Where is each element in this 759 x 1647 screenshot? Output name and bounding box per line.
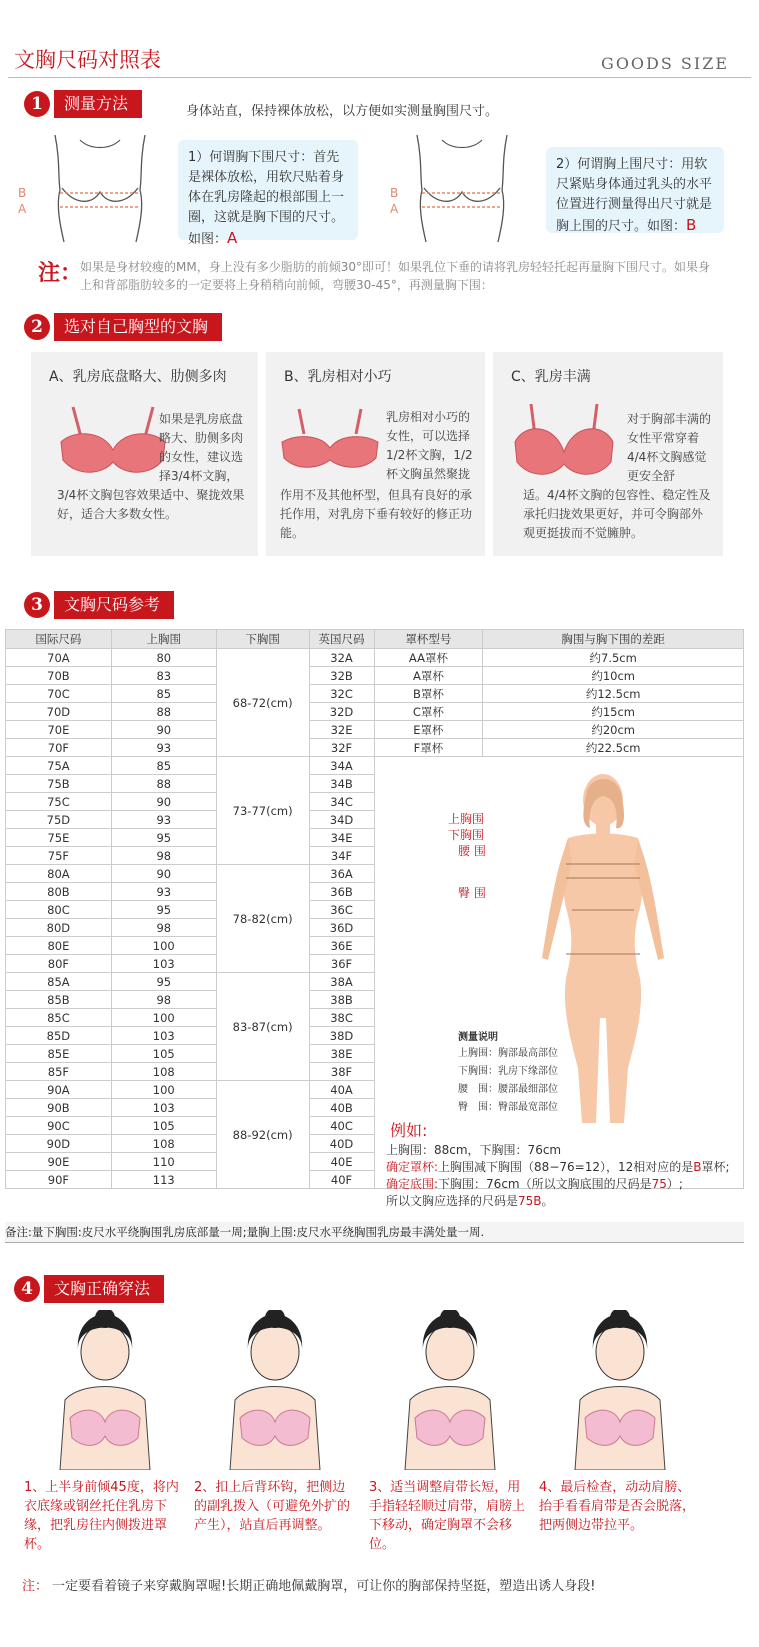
uk-size-cell: 36A [309,865,374,883]
wear-illustration [20,1310,190,1470]
example-body: 上胸围：88cm，下胸围：76cm [386,1143,562,1157]
uk-size-cell: 38F [309,1063,374,1081]
example-line [386,1176,738,1193]
table-row [6,721,744,739]
intl-size-cell: 90A [6,1081,112,1099]
bra-card-c [493,352,723,556]
over-bust-cell: 108 [111,1063,216,1081]
uk-size-cell: 36C [309,901,374,919]
section-label: 选对自己胸型的文胸 [54,313,222,341]
over-bust-cell: 95 [111,973,216,991]
wear-step-caption: 1、上半身前倾45度，将内衣底缘或钢丝托住乳房下缘，把乳房往内侧拨进罩杯。 [24,1480,179,1552]
section-number: 1 [24,91,50,117]
example-body: 所以文胸应选择的尺码是 [386,1194,519,1208]
over-bust-cell: 93 [111,739,216,757]
difference-cell: 约10cm [483,667,744,685]
measure-intro: 身体站直，保持裸体放松，以方便如实测量胸围尺寸。 [186,104,499,119]
card-bottom-text: 3/4杯文胸包容效果适中、聚拢效果好，适合大多数女性。 [57,488,245,521]
uk-size-cell: 38C [309,1009,374,1027]
uk-size-cell: 40E [309,1153,374,1171]
intl-size-cell: 90F [6,1171,112,1189]
uk-size-cell: 34A [309,757,374,775]
note-label-4: 注： [22,1579,49,1594]
uk-size-cell: 38D [309,1027,374,1045]
example-text [386,1142,738,1210]
over-bust-cell: 98 [111,847,216,865]
intl-size-cell: 75D [6,811,112,829]
bra-card-a [31,352,258,556]
measure-note: 如果是身材较瘦的MM，身上没有多少脂肪的前倾30°即可！如果乳位下垂的请将乳房轻轻托起再量胸下围尺寸。如果身上和背部脂肪较多的一定要将上身稍稍向前倾，弯腰30-45°，再测量胸下围： [80,260,710,292]
table-row [6,649,744,667]
card-title: B、乳房相对小巧 [284,369,392,385]
uk-size-cell: 38E [309,1045,374,1063]
uk-size-cell: 36F [309,955,374,973]
intl-size-cell: 85F [6,1063,112,1081]
fig-label-b-2: B [390,186,399,200]
section-4-heading [14,1274,164,1304]
section-label: 文胸正确穿法 [44,1275,164,1303]
over-bust-cell: 108 [111,1135,216,1153]
note-label-1: 注： [38,261,83,286]
difference-cell: 约15cm [483,703,744,721]
legend-item: 腰 围：腰部最细部位 [458,1084,558,1095]
bubble-under-bust [178,140,358,247]
intl-size-cell: 85B [6,991,112,1009]
example-tail: ）; [666,1177,683,1191]
difference-cell: 约22.5cm [483,739,744,757]
cup-type-cell: AA罩杯 [374,649,483,667]
over-bust-cell: 103 [111,955,216,973]
card-side-text: 乳房相对小巧的女性，可以选择1/2杯文胸，1/2杯文胸虽然聚拢 [386,410,473,481]
wear-illustration [535,1310,705,1470]
over-bust-cell: 90 [111,721,216,739]
uk-size-cell: 36E [309,937,374,955]
over-bust-cell: 88 [111,703,216,721]
under-bust-cell: 68-72(cm) [216,649,309,757]
uk-size-cell: 32B [309,667,374,685]
card-bottom-text: 适。4/4杯文胸的包容性、稳定性及承托归拢效果更好，并可令胸部外观更挺拔而不觉臃肿。 [523,488,711,540]
cup-type-cell: B罩杯 [374,685,483,703]
intl-size-cell: 75F [6,847,112,865]
intl-size-cell: 80E [6,937,112,955]
intl-size-cell: 70A [6,649,112,667]
bra-icon [53,402,173,482]
wear-step [190,1310,360,1540]
table-row [6,667,744,685]
intl-size-cell: 80C [6,901,112,919]
over-bust-cell: 103 [111,1027,216,1045]
fig-label-a: A [18,202,27,216]
over-bust-cell: 90 [111,793,216,811]
header-cup-type: 罩杯型号 [374,630,483,649]
over-bust-cell: 85 [111,757,216,775]
over-bust-cell: 95 [111,829,216,847]
under-bust-cell: 78-82(cm) [216,865,309,973]
over-bust-cell: 100 [111,1081,216,1099]
section-2-heading [24,312,222,342]
label-waist: 腰 围 [458,844,486,858]
uk-size-cell: 32E [309,721,374,739]
uk-size-cell: 38A [309,973,374,991]
over-bust-cell: 98 [111,919,216,937]
section-1-heading [24,89,142,119]
under-bust-cell: 83-87(cm) [216,973,309,1081]
intl-size-cell: 80A [6,865,112,883]
bra-card-b [266,352,485,556]
header-divider [8,77,751,78]
intl-size-cell: 90E [6,1153,112,1171]
wear-step-caption: 3、适当调整肩带长短，用手指轻轻顺过肩带，肩膀上下移动，确定胸罩不会移位。 [369,1480,526,1552]
card-side-text: 对于胸部丰满的女性平常穿着4/4杯文胸感觉更安全舒 [627,412,712,483]
over-bust-cell: 83 [111,667,216,685]
header-over-bust: 上胸围 [111,630,216,649]
card-title: A、乳房底盘略大、肋侧多肉 [49,369,227,385]
section-label: 文胸尺码参考 [54,591,174,619]
legend-title: 测量说明 [458,1032,498,1043]
wear-step-caption: 2、扣上后背环钩，把侧边的副乳拨入（可避免外扩的产生），站直后再调整。 [194,1480,351,1533]
over-bust-cell: 98 [111,991,216,1009]
example-line [386,1142,738,1159]
over-bust-cell: 113 [111,1171,216,1189]
cup-type-cell: C罩杯 [374,703,483,721]
wear-note: 一定要看着镜子来穿戴胸罩喔!长期正确地佩戴胸罩，可让你的胸部保持坚挺，塑造出诱人身段! [52,1579,596,1594]
legend-item: 下胸围：乳房下缘部位 [458,1066,558,1077]
bubble-under-bust-text: 1）何谓胸下围尺寸：首先是裸体放松，用软尺贴着身体在乳房隆起的根部围上一圈，这就是胸下围的尺寸。如图： [188,150,345,247]
bubble-over-bust [546,147,724,233]
over-bust-cell: 90 [111,865,216,883]
intl-size-cell: 70F [6,739,112,757]
page-subtitle: GOODS SIZE [601,54,729,73]
intl-size-cell: 90C [6,1117,112,1135]
example-tail: 罩杯; [701,1160,730,1174]
uk-size-cell: 34D [309,811,374,829]
intl-size-cell: 80D [6,919,112,937]
over-bust-cell: 110 [111,1153,216,1171]
intl-size-cell: 75C [6,793,112,811]
card-title: C、乳房丰满 [511,369,591,385]
example-body: 下胸围：76cm（所以文胸底围的尺码是 [438,1177,652,1191]
header-uk-size: 英国尺码 [309,630,374,649]
uk-size-cell: 32F [309,739,374,757]
label-hip: 臀 围 [458,886,486,900]
uk-size-cell: 32A [309,649,374,667]
over-bust-cell: 105 [111,1117,216,1135]
label-over-bust: 上胸围 [448,812,485,826]
intl-size-cell: 75A [6,757,112,775]
fig-label-a-2: A [390,202,399,216]
example-mark: 75 [651,1177,667,1191]
difference-cell: 约12.5cm [483,685,744,703]
uk-size-cell: 40B [309,1099,374,1117]
wear-illustration [365,1310,535,1470]
example-lead: 确定底围: [386,1177,439,1191]
intl-size-cell: 70D [6,703,112,721]
intl-size-cell: 85A [6,973,112,991]
over-bust-cell: 85 [111,685,216,703]
table-row [6,685,744,703]
wear-step [20,1310,190,1552]
torso-sketch-a [20,130,170,245]
intl-size-cell: 70E [6,721,112,739]
header-under-bust: 下胸围 [216,630,309,649]
wear-step [535,1310,705,1540]
over-bust-cell: 93 [111,883,216,901]
card-bottom-text: 作用不及其他杯型，但具有良好的承托作用，对乳房下垂有较好的修正功能。 [280,488,473,540]
page-title: 文胸尺码对照表 [14,48,161,72]
section-3-heading [24,590,174,620]
uk-size-cell: 36D [309,919,374,937]
wear-steps [0,1310,759,1552]
fig-label-b: B [18,186,27,200]
over-bust-cell: 93 [111,811,216,829]
cup-type-cell: E罩杯 [374,721,483,739]
wear-step [365,1310,535,1552]
bubble-mark-a: A [227,229,238,247]
intl-size-cell: 85D [6,1027,112,1045]
table-header-row [6,630,744,649]
intl-size-cell: 75E [6,829,112,847]
section-number: 3 [24,592,50,618]
example-mark: 75B [518,1194,542,1208]
uk-size-cell: 38B [309,991,374,1009]
cup-type-cell: F罩杯 [374,739,483,757]
bra-icon [509,402,619,482]
difference-cell: 约7.5cm [483,649,744,667]
label-under-bust: 下胸围 [448,828,485,842]
over-bust-cell: 88 [111,775,216,793]
intl-size-cell: 80F [6,955,112,973]
intl-size-cell: 70C [6,685,112,703]
table-row [6,739,744,757]
bubble-over-bust-text: 2）何谓胸上围尺寸：用软尺紧贴身体通过乳头的水平位置进行测量得出尺寸就是胸上围的尺寸。如图： [556,157,713,234]
example-tail: 。 [541,1194,554,1208]
intl-size-cell: 75B [6,775,112,793]
example-body: 上胸围减下胸围（88−76=12），12相对应的是 [438,1160,694,1174]
cup-type-cell: A罩杯 [374,667,483,685]
uk-size-cell: 36B [309,883,374,901]
example-mark: B [693,1160,702,1174]
uk-size-cell: 40C [309,1117,374,1135]
uk-size-cell: 40A [309,1081,374,1099]
wear-illustration [190,1310,360,1470]
section-number: 2 [24,314,50,340]
uk-size-cell: 34C [309,793,374,811]
card-side-text: 如果是乳房底盘略大、肋侧多肉的女性，建议选择3/4杯文胸， [159,412,244,483]
uk-size-cell: 40F [309,1171,374,1189]
header-difference: 胸围与胸下围的差距 [483,630,744,649]
over-bust-cell: 100 [111,937,216,955]
wear-step-caption: 4、最后检查，动动肩膀、抬手看看肩带是否会脱落，把两侧边带拉平。 [539,1480,696,1533]
section-number: 4 [14,1276,40,1302]
over-bust-cell: 105 [111,1045,216,1063]
over-bust-cell: 95 [111,901,216,919]
uk-size-cell: 34F [309,847,374,865]
intl-size-cell: 80B [6,883,112,901]
legend-item: 上胸围：胸部最高部位 [458,1048,558,1059]
uk-size-cell: 32C [309,685,374,703]
intl-size-cell: 90D [6,1135,112,1153]
over-bust-cell: 103 [111,1099,216,1117]
bra-icon [274,404,386,476]
torso-sketch-b [382,130,532,245]
over-bust-cell: 100 [111,1009,216,1027]
body-figure-panel [378,758,742,1218]
section-label: 测量方法 [54,90,142,118]
intl-size-cell: 90B [6,1099,112,1117]
example-lead: 确定罩杯: [386,1160,439,1174]
legend-item: 臀 围：臀部最宽部位 [458,1102,558,1113]
legend-list [458,1045,558,1117]
uk-size-cell: 34E [309,829,374,847]
header-intl-size: 国际尺码 [6,630,112,649]
over-bust-cell: 80 [111,649,216,667]
under-bust-cell: 88-92(cm) [216,1081,309,1189]
uk-size-cell: 40D [309,1135,374,1153]
intl-size-cell: 85E [6,1045,112,1063]
table-footnote: 备注:量下胸围:皮尺水平绕胸围乳房底部量一周;量胸上围:皮尺水平绕胸围乳房最丰满处量一周. [5,1222,744,1243]
under-bust-cell: 73-77(cm) [216,757,309,865]
example-title: 例如: [390,1121,428,1140]
difference-cell: 约20cm [483,721,744,739]
example-line [386,1193,738,1210]
intl-size-cell: 70B [6,667,112,685]
intl-size-cell: 85C [6,1009,112,1027]
uk-size-cell: 34B [309,775,374,793]
bubble-mark-b: B [686,216,697,234]
table-row [6,703,744,721]
uk-size-cell: 32D [309,703,374,721]
example-line [386,1159,738,1176]
